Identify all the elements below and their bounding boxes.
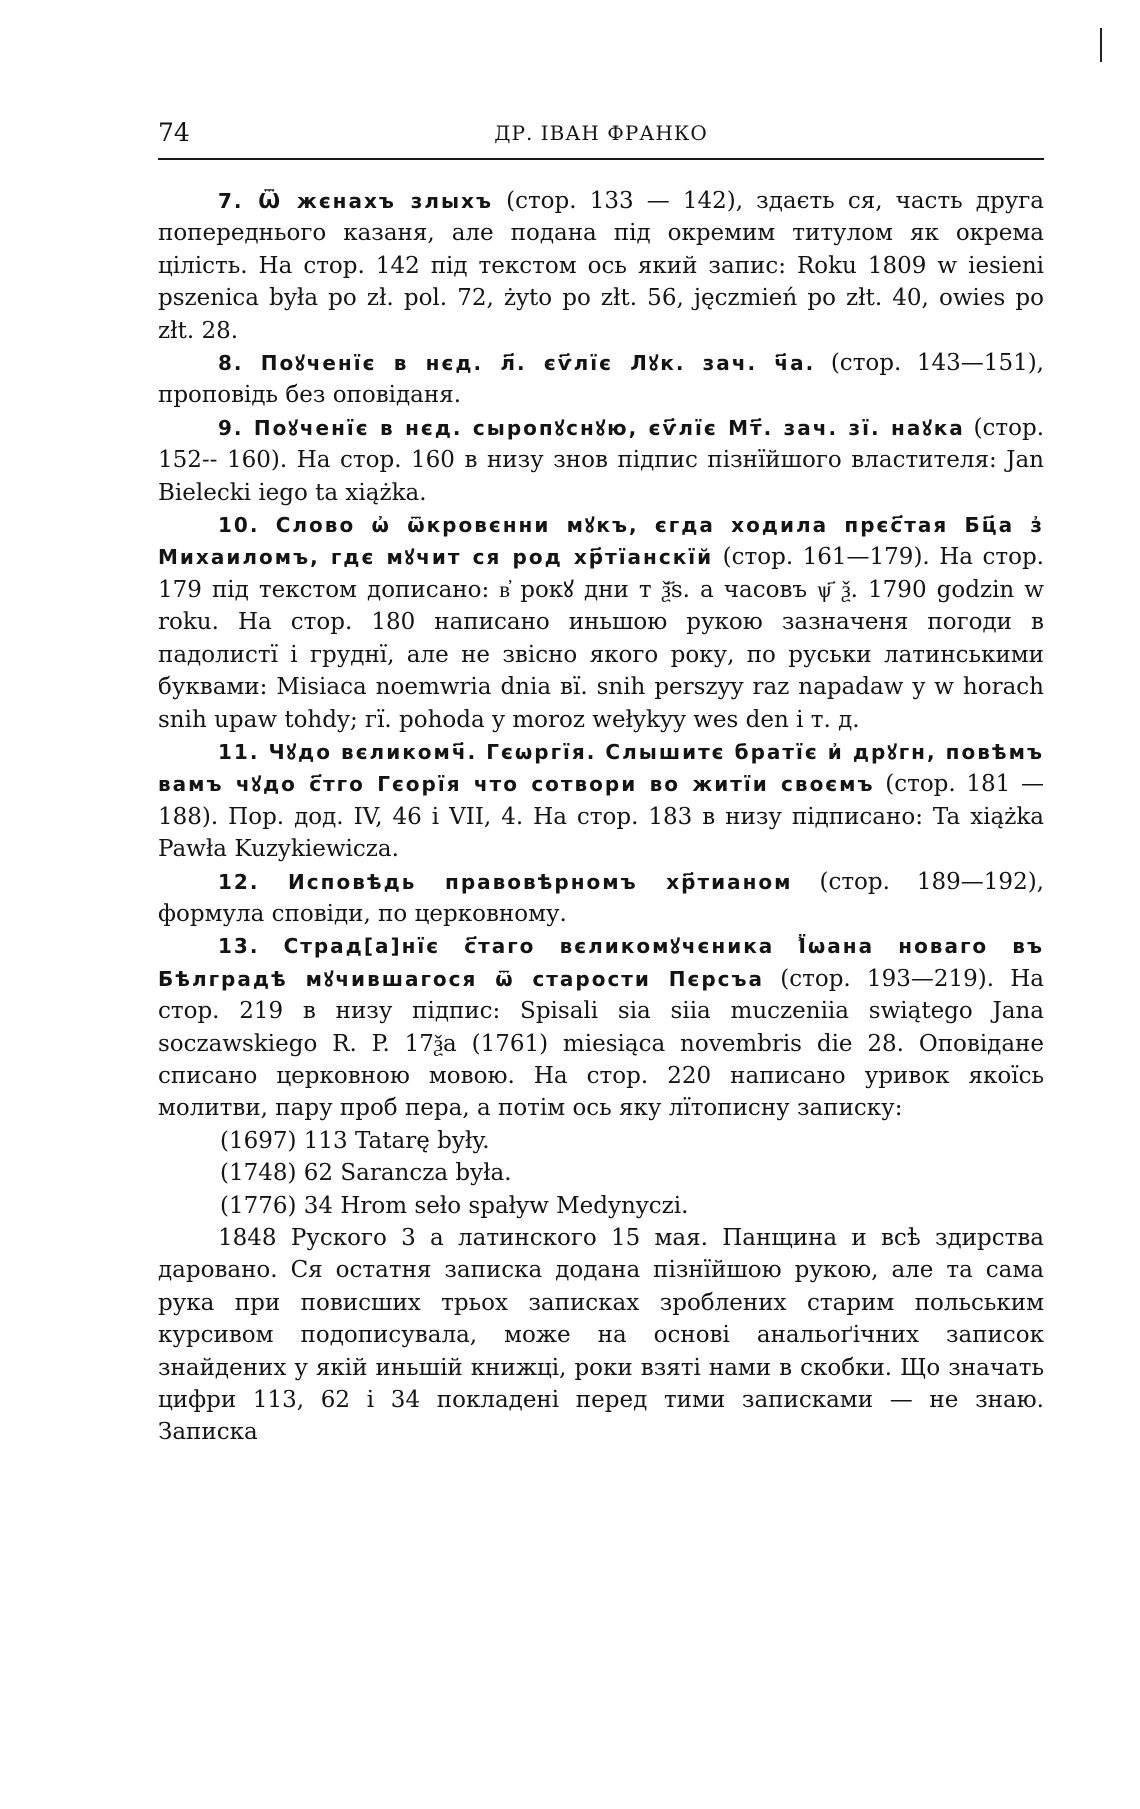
- entry-8-text: (стор. 143—151), проповідь без оповіданя.: [158, 350, 1044, 409]
- entry-7-text: (стор. 133 — 142), здаєть ся, часть друга попереднього казаня, але подана під окремим титулом як окрема цілість. На стор. 142 під текстом ось який запис: Roku 1809 w iesieni pszenica była po zł. pol. 72, żyto po złt. 56, jęczmień po złt. 40, owies po złt. 28.: [158, 188, 1044, 344]
- entry-10-text: (стор. 161—179). На стор. 179 під текстом дописано: в҆ рокꙋ дни т ѯ҃ѕ. а часовъ ѱ҃ ѯ. 1790 godzin w roku. На стор. 180 написано иньшою рукою зазначеня погоди в падолистї і груднї, але не звісно якого року, по руськи латинськими буквами: Misiaca noemwria dnia вї. snih perszyy raz napadaw y w horach snih upaw tohdy; гї. pohoda y moroz wełykyy wes den i т. д.: [158, 544, 1044, 733]
- entry-9-title: 9. Поꙋченїє в нєд. сыропꙋснꙋю, єѵ҃лїє Мт҃. зач. зї. наꙋка: [218, 415, 965, 440]
- entry-13: [158, 930, 1044, 1124]
- entry-9-text: (стор. 152-- 160). На стор. 160 в низу знов підпис пізнїйшого властителя: Jan Bielecki iego ta xiążka.: [158, 414, 1045, 506]
- page-header: [158, 118, 1044, 160]
- entry-12-text: (стор. 189—192), формула сповіди, по церковному.: [158, 868, 1044, 927]
- page-number: 74: [158, 118, 190, 147]
- entry-10-title: 10. Слово ѡ҆ ѿкровєнни мꙋкъ, єгда ходила прєс҃тая Бц҃а з҆ Михаиломъ, гдє мꙋчит ся род хр҃тїанскїй: [158, 513, 1044, 570]
- entry-8: [158, 347, 1044, 412]
- running-title: ДР. ІВАН ФРАНКО: [494, 121, 708, 145]
- entry-12-title: 12. Исповѣдь правовѣрномъ хр҃тианом: [218, 869, 793, 894]
- entry-7: [158, 185, 1044, 347]
- page-body: [158, 185, 1044, 1449]
- entry-7-title: 7. Ѿ жєнахъ злыхъ: [218, 189, 493, 213]
- entry-8-title: 8. Поꙋченїє в нєд. л҃. єѵ҃лїє Лꙋк. зач. ч҃а.: [218, 351, 816, 376]
- record-line: (1748) 62 Sarancza była.: [220, 1160, 512, 1187]
- entry-10: [158, 509, 1044, 736]
- entry-9: [158, 412, 1044, 509]
- entry-11-title: 11. Чꙋдо вєликомч҃. Гєѡргїя. Слышитє братїє и҆ дрꙋгн, повѣмъ вамъ чꙋдо с҃тго Гєорїя что сотвори во житїи своємъ: [158, 739, 1044, 797]
- entry-11: [158, 736, 1044, 866]
- record-line: (1776) 34 Hrom seło spaływ Medynyczi.: [220, 1192, 689, 1219]
- record-line: (1697) 113 Tatarę były.: [220, 1127, 490, 1154]
- closing-paragraph: 1848 Руского 3 а латинского 15 мая. Панщина и всѣ здирства даровано. Ся остатня записка додана пізнїйшою рукою, але та сама рука при повисших трьох записках зроблених старим польським курсивом подописувала, може на основі анальоґічних записок знайдених у якій иньшій книжці, роки взяті нами в скобки. Що значать цифри 113, 62 і 34 покладені перед тими записками — не знаю. Записка: [158, 1225, 1044, 1446]
- entry-11-text: (стор. 181 — 188). Пор. дод. IV, 46 і VII, 4. На стор. 183 в низу підписано: Ta xiążka Pawła Kuzykiewicza.: [158, 771, 1044, 863]
- entry-13-title: 13. Страд[а]нїє с҃таго вєликомꙋчєника Ї҆ѡана новаго въ Бѣлградѣ мꙋчившагося ѿ старости Пєрсъа: [158, 934, 1044, 991]
- entry-13-text: (стор. 193—219). На стор. 219 в низу підпис: Spisali sia siia muczeniia swiątego Jana soczawskiego R. P. 17ѯа (1761) miesiąca novembris die 28. Оповідане списано церковною мовою. На стор. 220 написано уривок якоїсь молитви, пару проб пера, а потім ось яку лїтописну записку:: [158, 965, 1044, 1122]
- scan-mark: [1100, 28, 1102, 62]
- entry-12: [158, 866, 1044, 931]
